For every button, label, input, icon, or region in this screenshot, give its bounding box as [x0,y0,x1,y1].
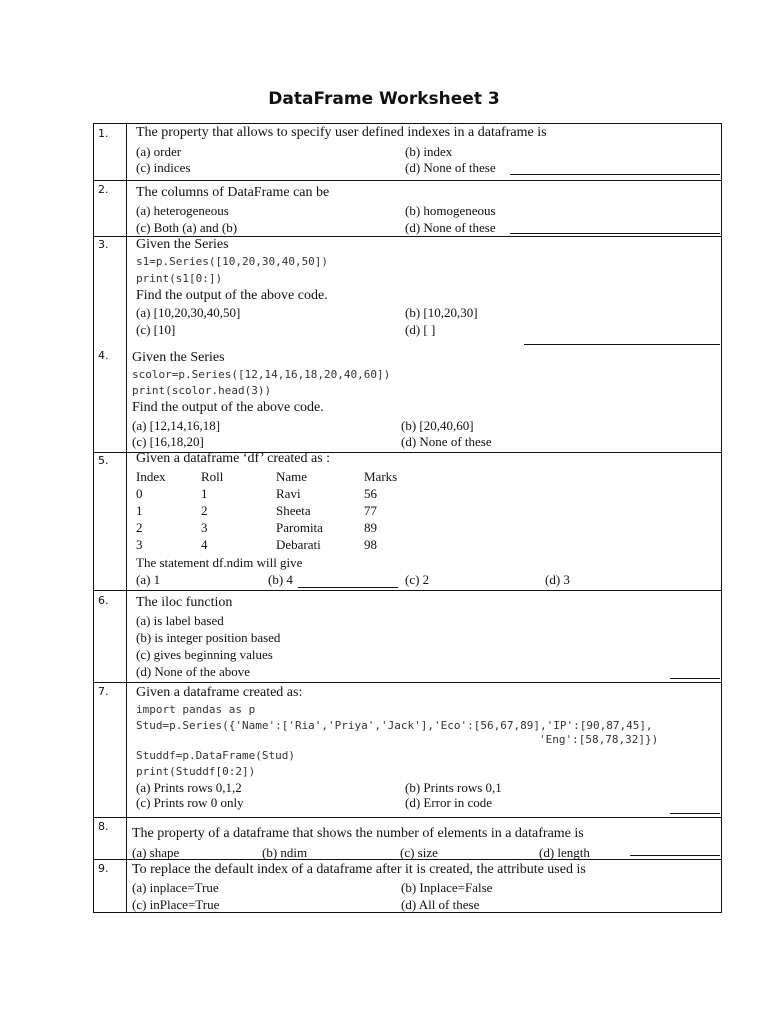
table-header: Index [136,469,166,484]
table-cell: 3 [201,520,208,535]
table-header: Marks [364,469,398,484]
option-a: (a) 1 [136,572,161,587]
table-cell: 0 [136,486,143,501]
code-line: print(s1[0:]) [136,272,223,285]
code-line: Stud=p.Series({'Name':['Ria','Priya','Jack'],'Eco':[56,67,89],'IP':[90,87,45], [136,719,653,732]
option-d: (d) 3 [545,572,570,587]
option-b: (b) 4 [268,572,293,587]
answer-blank [670,813,720,814]
option-c: (c) size [400,845,438,860]
table-header: Name [276,469,308,484]
question-prompt: The statement df.ndim will give [136,555,303,570]
answer-blank [670,678,720,679]
option-d: (d) length [539,845,590,860]
question-number: 9. [98,862,109,875]
code-line: scolor=p.Series([12,14,16,18,20,40,60]) [132,368,391,381]
answer-blank [510,233,720,234]
question-number: 2. [98,183,109,196]
option-d: (d) Error in code [405,795,492,810]
option-a: (a) [10,20,30,40,50] [136,305,241,320]
page-title: DataFrame Worksheet 3 [268,89,500,109]
answer-blank [298,587,398,588]
code-line: print(Studdf[0:2]) [136,765,256,778]
table-cell: Ravi [276,486,301,501]
question-text: Given a dataframe created as: [136,685,303,700]
question-number: 5. [98,454,109,467]
row-divider [94,817,721,818]
question-number: 4. [98,349,109,362]
option-b: (b) is integer position based [136,630,281,645]
question-text: Given the Series [132,350,225,365]
option-b: (b) homogeneous [405,203,496,218]
option-d: (d) None of the above [136,664,251,679]
option-a: (a) Prints rows 0,1,2 [136,780,242,795]
option-b: (b) index [405,144,453,159]
option-c: (c) inPlace=True [132,897,220,912]
option-d: (d) [ ] [405,322,436,337]
question-text: To replace the default index of a dataframe after it is created, the attribute used is [132,862,586,877]
code-line: Studdf=p.DataFrame(Stud) [136,749,295,762]
question-prompt: Find the output of the above code. [136,288,328,303]
question-text: The property that allows to specify user defined indexes in a dataframe is [136,125,547,140]
answer-blank [510,174,720,175]
question-text: Given a dataframe ‘df’ created as : [136,451,331,466]
row-divider [94,590,721,591]
question-text: The iloc function [136,595,233,610]
option-c: (c) gives beginning values [136,647,273,662]
question-text: Given the Series [136,237,229,252]
option-d: (d) None of these [405,220,496,235]
question-number: 3. [98,238,109,251]
question-number: 7. [98,685,109,698]
option-a: (a) inplace=True [132,880,219,895]
question-number: 8. [98,820,109,833]
code-line: import pandas as p [136,703,256,716]
option-b: (b) Inplace=False [401,880,493,895]
answer-blank [524,344,720,345]
option-a: (a) order [136,144,182,159]
table-cell: 1 [136,503,143,518]
option-b: (b) [10,20,30] [405,305,478,320]
row-divider [94,180,721,181]
question-prompt: Find the output of the above code. [132,400,324,415]
table-cell: 56 [364,486,377,501]
option-b: (b) Prints rows 0,1 [405,780,502,795]
option-b: (b) [20,40,60] [401,418,474,433]
option-d: (d) None of these [401,434,492,449]
table-header: Roll [201,469,224,484]
answer-blank [630,855,720,856]
table-cell: Paromita [276,520,323,535]
option-c: (c) indices [136,160,191,175]
option-c: (c) [10] [136,322,176,337]
table-cell: 3 [136,537,143,552]
option-b: (b) ndim [262,845,308,860]
table-cell: 2 [136,520,143,535]
table-cell: 98 [364,537,377,552]
option-d: (d) None of these [405,160,496,175]
table-cell: 77 [364,503,377,518]
question-number: 6. [98,594,109,607]
table-cell: 2 [201,503,208,518]
option-c: (c) Prints row 0 only [136,795,244,810]
question-text: The property of a dataframe that shows the number of elements in a dataframe is [132,826,584,841]
option-c: (c) 2 [405,572,430,587]
option-c: (c) [16,18,20] [132,434,204,449]
worksheet-table [93,123,722,913]
table-cell: 89 [364,520,377,535]
question-text: The columns of DataFrame can be [136,185,330,200]
option-a: (a) heterogeneous [136,203,229,218]
option-a: (a) shape [132,845,180,860]
table-cell: 1 [201,486,208,501]
table-cell: Debarati [276,537,321,552]
option-a: (a) [12,14,16,18] [132,418,221,433]
table-cell: Sheeta [276,503,311,518]
code-line: 'Eng':[58,78,32]}) [539,733,659,746]
option-d: (d) All of these [401,897,480,912]
table-cell: 4 [201,537,208,552]
column-divider [126,124,127,912]
code-line: s1=p.Series([10,20,30,40,50]) [136,255,329,268]
row-divider [94,682,721,683]
question-number: 1. [98,127,109,140]
option-a: (a) is label based [136,613,224,628]
option-c: (c) Both (a) and (b) [136,220,238,235]
code-line: print(scolor.head(3)) [132,384,272,397]
